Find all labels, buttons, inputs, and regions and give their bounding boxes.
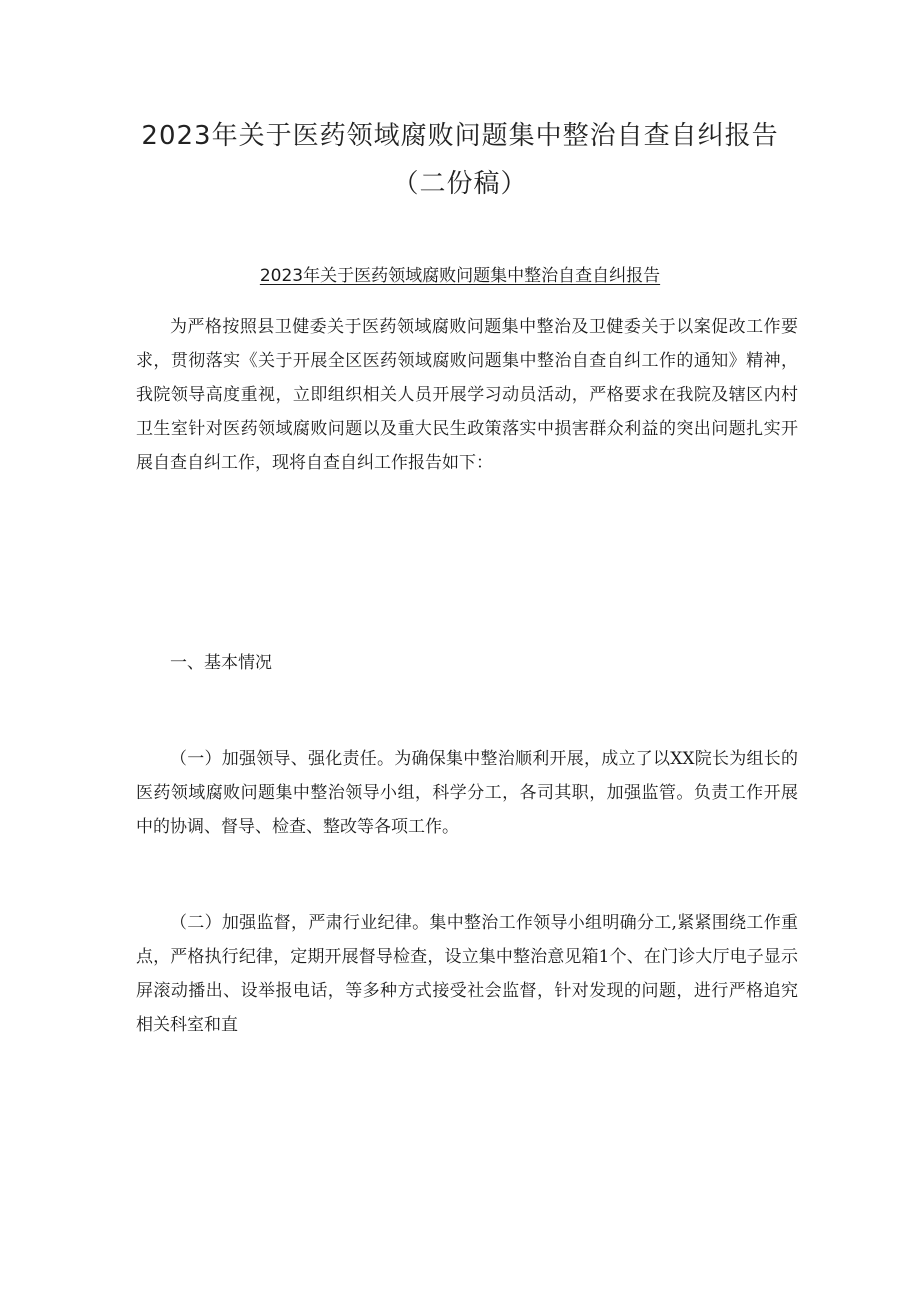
report-subtitle: 2023年关于医药领域腐败问题集中整治自查自纠报告 <box>259 266 661 286</box>
document-title: 2023年关于医药领域腐败问题集中整治自查自纠报告（二份稿） <box>141 121 779 199</box>
section-heading-basic-situation: 一、基本情况 <box>170 653 272 673</box>
subsection-paragraph-leadership: （一）加强领导、强化责任。为确保集中整治顺利开展，成立了以XX院长为组长的医药领域腐败问题集中整治领导小组，科学分工，各司其职，加强监管。负责工作开展中的协调、督导、检查、整改等各项工作。 <box>136 749 798 837</box>
subsection-paragraph-supervision: （二）加强监督，严肃行业纪律。集中整治工作领导小组明确分工,紧紧围绕工作重点，严格执行纪律，定期开展督导检查，设立集中整治意见箱1个、在门诊大厅电子显示屏滚动播出、设举报电话，等多种方式接受社会监督，针对发现的问题，进行严格追究相关科室和直 <box>136 913 798 1035</box>
intro-paragraph: 为严格按照县卫健委关于医药领域腐败问题集中整治及卫健委关于以案促改工作要求，贯彻落实《关于开展全区医药领域腐败问题集中整治自查自纠工作的通知》精神，我院领导高度重视，立即组织相关人员开展学习动员活动，严格要求在我院及辖区内村卫生室针对医药领域腐败问题以及重大民生政策落实中损害群众利益的突出问题扎实开展自查自纠工作，现将自查自纠工作报告如下： <box>136 317 798 473</box>
